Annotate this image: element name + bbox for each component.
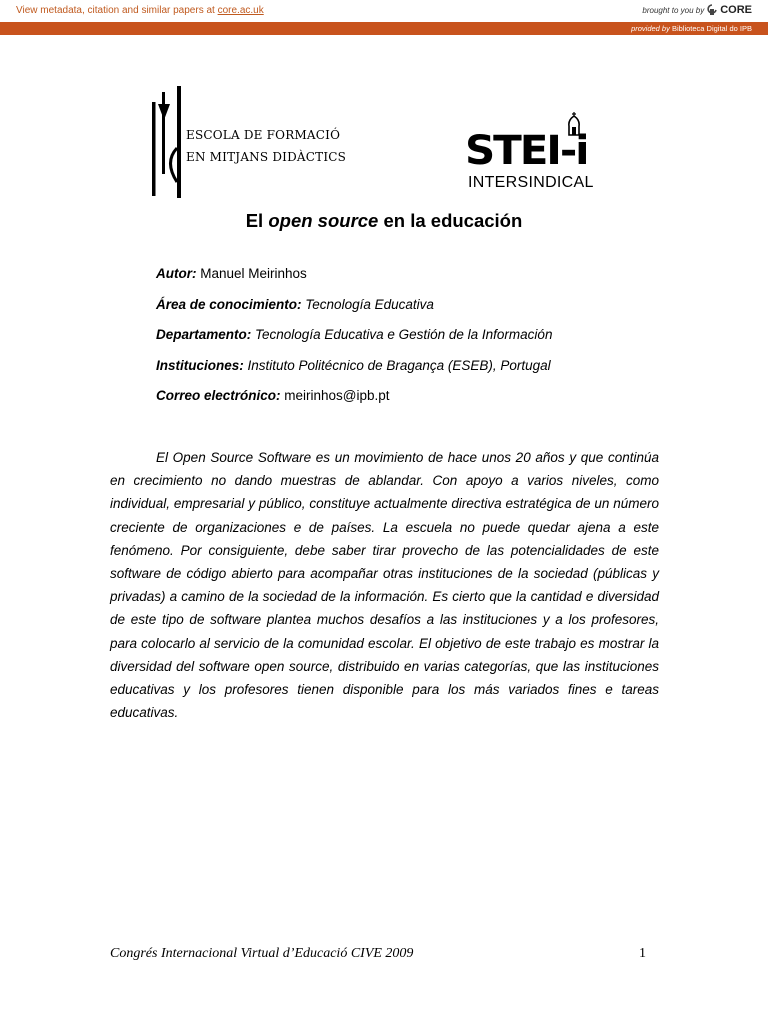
page-number: 1 — [639, 946, 646, 961]
core-brand-name: CORE — [720, 4, 752, 16]
meta-row-author — [156, 266, 552, 297]
page-footer — [110, 946, 646, 962]
title-part1: El — [245, 210, 269, 231]
meta-value: meirinhos@ipb.pt — [280, 388, 390, 403]
escola-emblem-icon — [150, 86, 190, 198]
document-title — [0, 210, 768, 232]
provided-by-bar — [0, 22, 768, 35]
core-link[interactable]: core.ac.uk — [217, 5, 264, 16]
core-brand[interactable] — [642, 4, 752, 16]
brought-by-text: brought to you by — [642, 5, 705, 15]
escola-name-line1: ESCOLA DE FORMACIÓ — [186, 128, 341, 142]
meta-value: Tecnología Educativa e Gestión de la Información — [251, 327, 553, 342]
meta-label: Instituciones: — [156, 357, 244, 373]
stei-wordmark: STEI-i — [465, 128, 588, 174]
escola-name-line2: EN MITJANS DIDÀCTICS — [186, 150, 347, 164]
meta-row-department — [156, 327, 552, 358]
abstract-paragraph: El Open Source Software es un movimiento de hace unos 20 años y que continúa en crecimiento no dando muestras de ablandar. Con apoyo a varios niveles, como individual, empresarial y público, constituye actualmente directiva estratégica de un número creciente de organizaciones e de países. La escuela no puede quedar ajena a este fenómeno. Por consiguiente, debe saber tirar provecho de las potencialidades de este software de código abierto para acompañar otras instituciones de la sociedad (públicas y privadas) a camino de la sociedad de la información. Es cierto que la cantidad e diversidad de este tipo de software plantea muchos desafíos a las instituciones y a los profesores, para colocarlo al servicio de la comunidad escolar. El objetivo de este trabajo es mostrar la diversidad del software open source, distribuido en varias categorías, que las instituciones educativas y los profesores tienen disponible para los más variados fines e tareas educativas. — [110, 450, 659, 721]
core-logo-icon — [707, 4, 717, 16]
provided-by-label: provided by — [631, 24, 670, 33]
meta-row-institutions — [156, 358, 552, 389]
footer-conference: Congrés Internacional Virtual d’Educació CIVE 2009 — [110, 946, 414, 961]
title-part2: open source — [268, 210, 379, 231]
meta-value: Tecnología Educativa — [301, 296, 434, 312]
title-part3: en la educación — [378, 210, 523, 231]
provided-by-value: Biblioteca Digital do IPB — [671, 24, 752, 33]
provided-by-text — [631, 24, 752, 33]
meta-row-area — [156, 297, 552, 328]
core-metadata-text — [16, 5, 264, 16]
meta-label: Correo electrónico: — [156, 388, 281, 403]
meta-label: Área de conocimiento: — [156, 296, 302, 312]
meta-value: Manuel Meirinhos — [196, 266, 307, 281]
meta-label: Departamento: — [156, 327, 252, 342]
stei-subtitle: INTERSINDICAL — [468, 174, 594, 191]
escola-logo — [150, 86, 347, 198]
stei-logo — [462, 112, 624, 194]
core-banner — [0, 0, 768, 23]
author-info — [156, 266, 552, 419]
core-metadata-label: View metadata, citation and similar papers at — [16, 5, 215, 16]
meta-value: Instituto Politécnico de Bragança (ESEB), Portugal — [243, 357, 551, 373]
meta-label: Autor: — [156, 266, 197, 281]
meta-row-email — [156, 388, 552, 419]
